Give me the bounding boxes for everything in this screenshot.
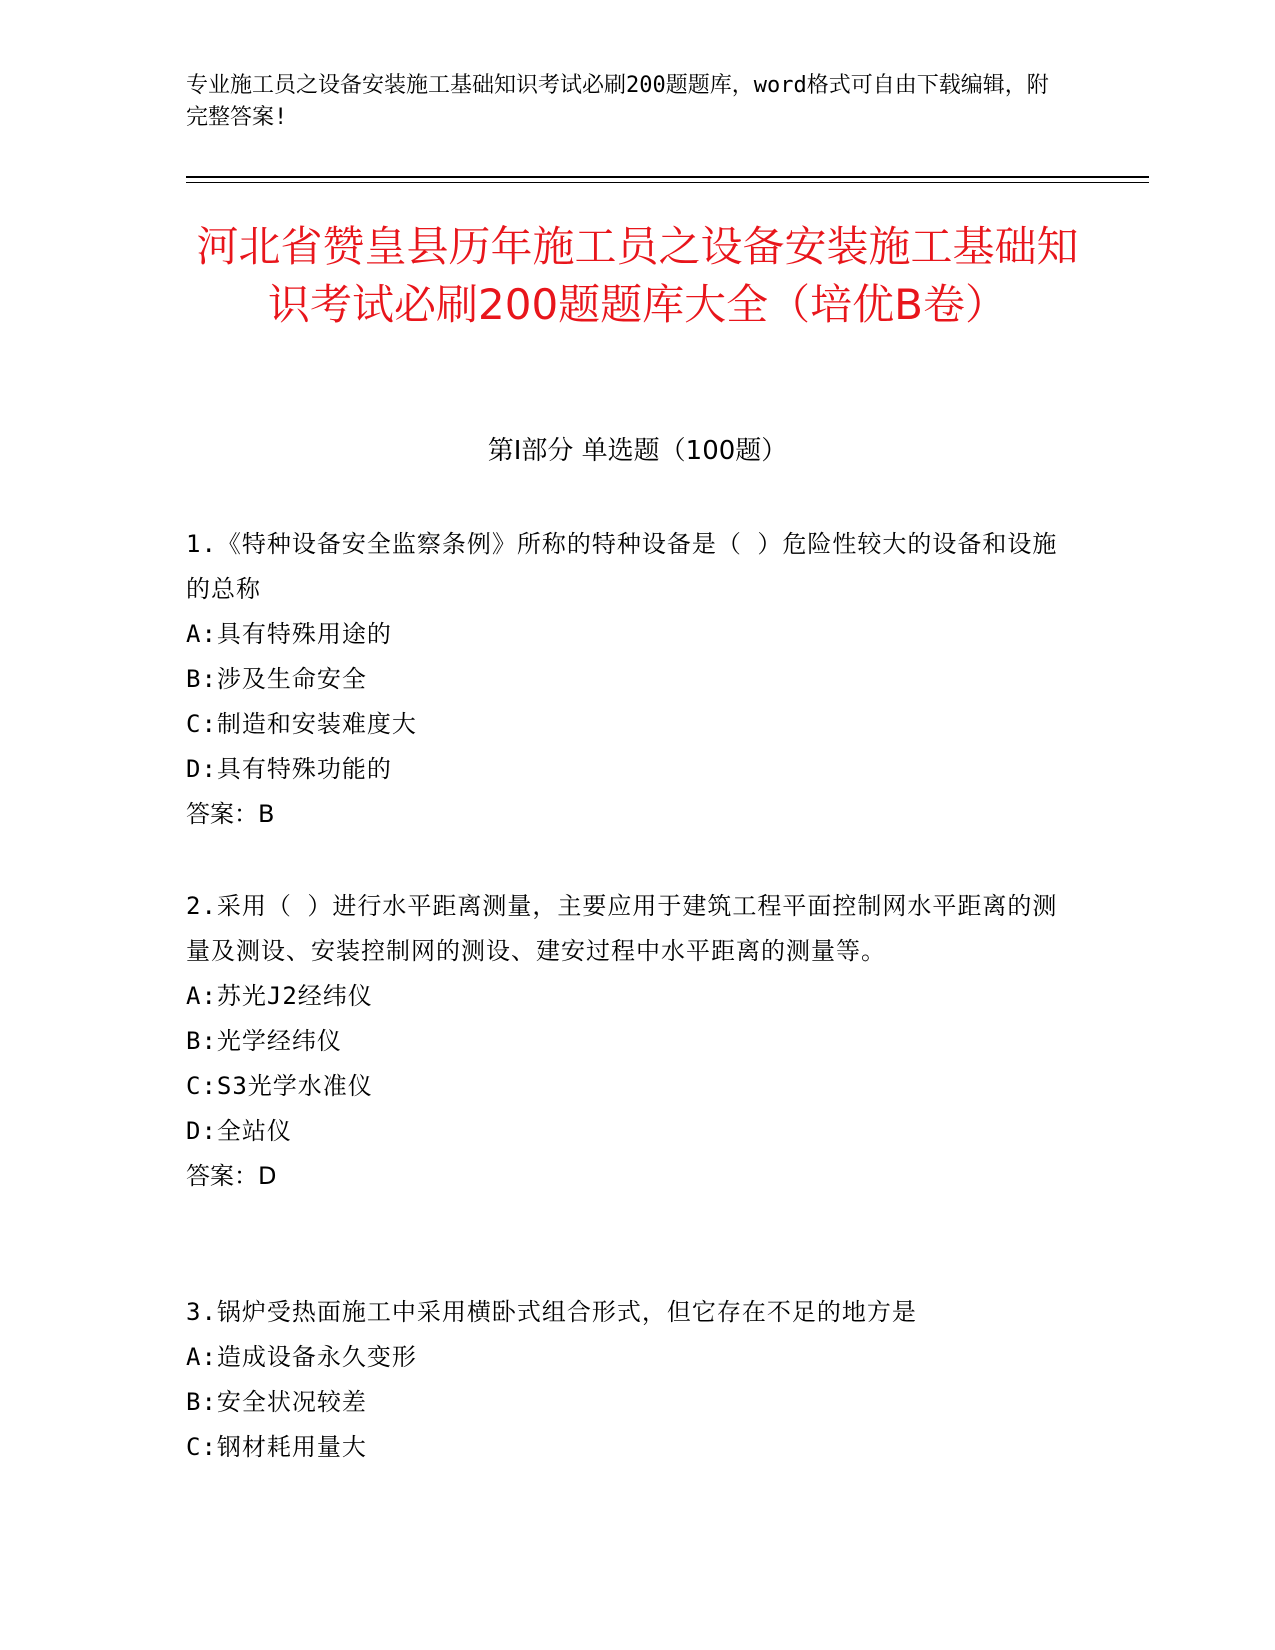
option-a: A:具有特殊用途的 (186, 620, 392, 648)
option-a: A:造成设备永久变形 (186, 1343, 417, 1371)
option-c: C:S3光学水准仪 (186, 1072, 373, 1100)
option-b: B:光学经纬仪 (186, 1027, 342, 1055)
question-3 (186, 1290, 1066, 1470)
question-stem: 3.锅炉受热面施工中采用横卧式组合形式，但它存在不足的地方是 (186, 1298, 917, 1326)
question-2 (186, 884, 1066, 1199)
section-heading: 第I部分 单选题（100题） (487, 436, 788, 466)
answer: 答案：D (186, 1162, 277, 1190)
option-c: C:钢材耗用量大 (186, 1433, 367, 1461)
option-d: D:具有特殊功能的 (186, 755, 392, 783)
option-c: C:制造和安装难度大 (186, 710, 417, 738)
answer: 答案：B (186, 800, 275, 828)
document-title: 河北省赞皇县历年施工员之设备安装施工基础知识考试必刷200题题库大全（培优B卷） (196, 222, 1079, 329)
question-1 (186, 522, 1066, 837)
option-d: D:全站仪 (186, 1117, 292, 1145)
option-b: B:安全状况较差 (186, 1388, 367, 1416)
question-stem: 2.采用（ ）进行水平距离测量，主要应用于建筑工程平面控制网水平距离的测量及测设、安装控制网的测设、建安过程中水平距离的测量等。 (186, 892, 1058, 965)
question-stem: 1.《特种设备安全监察条例》所称的特种设备是（ ）危险性较大的设备和设施的总称 (186, 530, 1058, 603)
option-a: A:苏光J2经纬仪 (186, 982, 373, 1010)
option-b: B:涉及生命安全 (186, 665, 367, 693)
header-rule-thick (186, 176, 1149, 178)
header-rule-thin (186, 182, 1149, 183)
header-note: 专业施工员之设备安装施工基础知识考试必刷200题题库，word格式可自由下载编辑，附完整答案! (186, 73, 1049, 130)
